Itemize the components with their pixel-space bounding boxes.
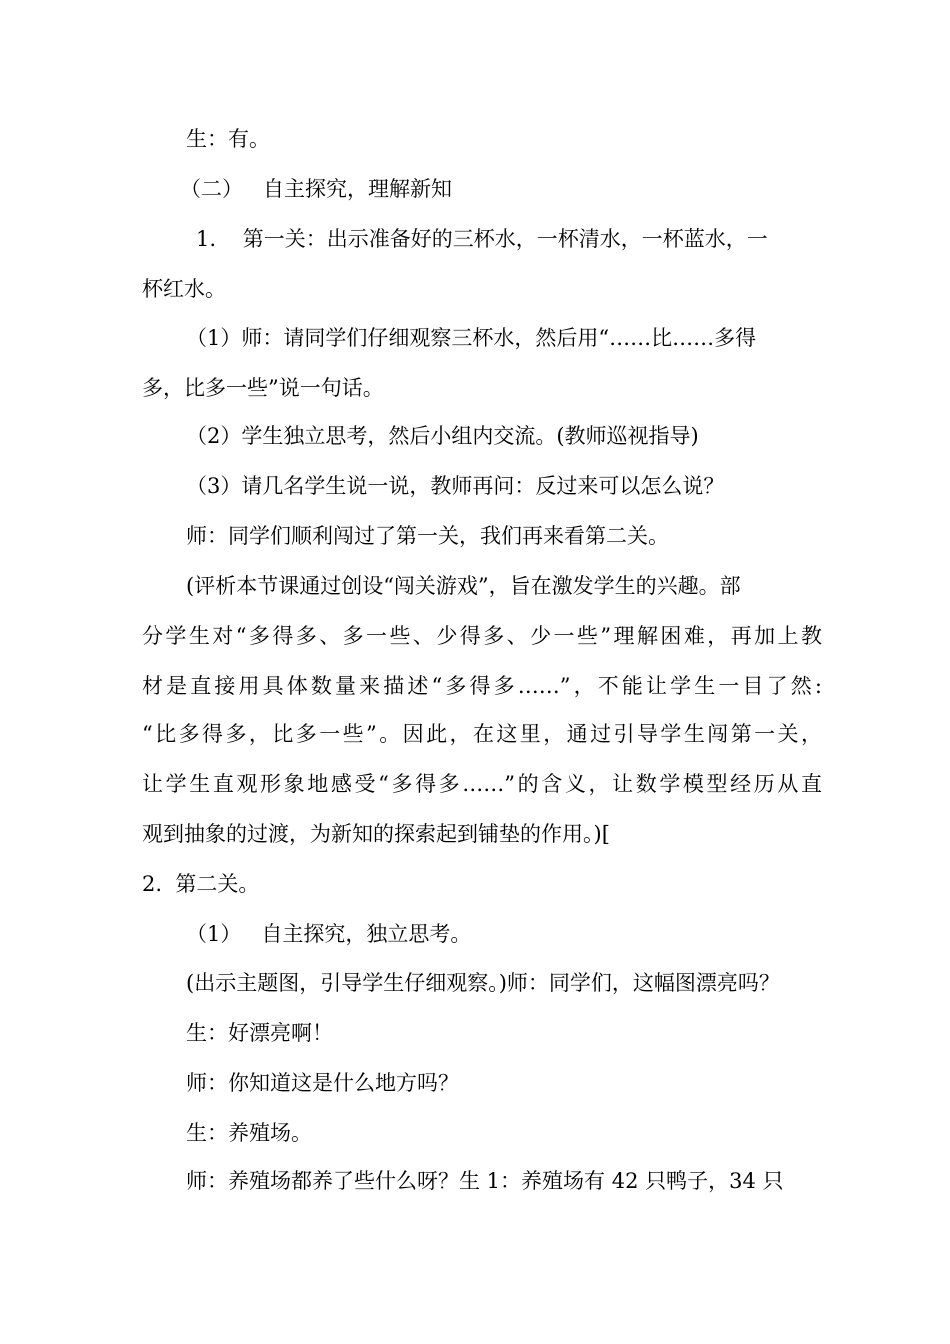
text-line-19: 生：好漂亮啊！ <box>186 1021 333 1045</box>
text-line-9: 师：同学们顺利闯过了第一关，我们再来看第二关。 <box>186 524 669 548</box>
text-line-17: （1） 自主探究，独立思考。 <box>186 922 472 946</box>
text-line-22: 师：养殖场都养了些什么呀？生 1：养殖场有 42 只鸭子，34 只 <box>186 1169 784 1193</box>
text-line-20: 师：你知道这是什么地方吗？ <box>186 1071 459 1095</box>
text-line-21: 生：养殖场。 <box>186 1121 312 1145</box>
text-line-11: 分学生对“多得多、多一些、少得多、少一些”理解困难，再加上教 <box>142 624 822 648</box>
text-line-3: 1. 第一关：出示准备好的三杯水，一杯清水，一杯蓝水，一 <box>196 227 768 251</box>
text-line-15: 观到抽象的过渡，为新知的探索起到铺垫的作用。)[ <box>142 822 610 846</box>
text-line-1: 生：有。 <box>186 127 270 151</box>
text-line-14: 让学生直观形象地感受“多得多……”的含义，让数学模型经历从直 <box>142 772 822 796</box>
text-line-8: （3）请几名学生说一说，教师再问：反过来可以怎么说？ <box>186 474 725 498</box>
text-line-12: 材是直接用具体数量来描述“多得多……”，不能让学生一目了然: <box>142 674 822 698</box>
text-line-10: (评析本节课通过创设“闯关游戏”，旨在激发学生的兴趣。部 <box>186 574 741 598</box>
text-line-18: (出示主题图，引导学生仔细观察。)师：同学们，这幅图漂亮吗？ <box>186 971 780 995</box>
section-heading-2: （二） 自主探究，理解新知 <box>180 177 453 201</box>
text-line-6: 多，比多一些”说一句话。 <box>142 376 384 400</box>
text-line-5: （1）师：请同学们仔细观察三杯水，然后用“……比……多得 <box>186 326 757 350</box>
text-line-13: “比多得多，比多一些”。因此，在这里，通过引导学生闯第一关， <box>142 722 822 746</box>
text-line-4: 杯红水。 <box>142 277 226 301</box>
section-heading-16: 2. 第二关。 <box>142 872 260 896</box>
text-line-7: （2）学生独立思考，然后小组内交流。(教师巡视指导) <box>186 424 699 448</box>
